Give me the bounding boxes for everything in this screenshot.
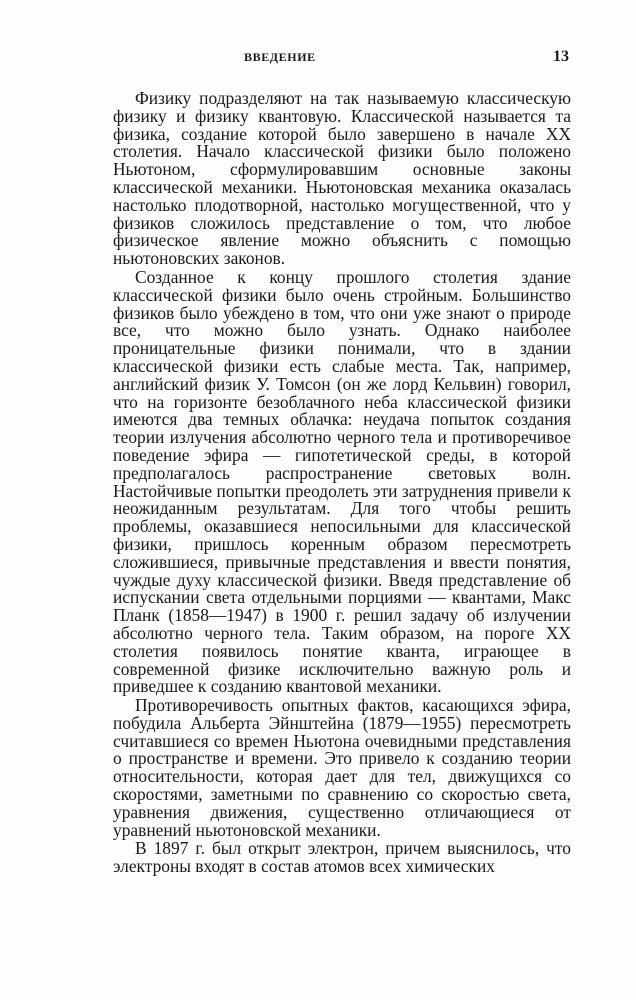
- body-text: [113, 90, 571, 876]
- page-number: 13: [553, 48, 569, 65]
- paragraph-4: В 1897 г. был открыт электрон, причем выяснилось, что электроны входят в состав атомов всех химических: [113, 838, 571, 877]
- paragraph-3: Противоречивость опытных фактов, касающихся эфира, побудила Альберта Эйнштейна (1879—1955) пересмотреть считавшиеся со времен Ньютона очевидными представления о пространстве и времени. Это привело к созданию теории относительности, которая дает для тел, движущихся со скоростями, заметными по сравнению со скоростью света, уравнения движения, существенно отличающиеся от уравнений ньютоновской механики.: [113, 695, 571, 840]
- running-title: ВВЕДЕНИЕ: [244, 50, 316, 64]
- paragraph-1: Физику подразделяют на так называемую классическую физику и физику квантовую. Классической называется та физика, создание которой было завершено в начале XX столетия. Начало классической физики было положено Ньютоном, сформулировавшим основные законы классической механики. Ньютоновская механика оказалась настолько плодотворной, настолько могущественной, что у физиков сложилось представление о том, что любое физическое явление можно объяснить с помощью ньютоновских законов.: [113, 88, 571, 269]
- paragraph-2: Созданное к концу прошлого столетия здание классической физики было очень стройным. Большинство физиков было убеждено в том, что они уже знают о природе все, что можно было узнать. Однако наиболее проницательные физики понимали, что в здании классической физики есть слабые места. Так, например, английский физик У. Томсон (он же лорд Кельвин) говорил, что на горизонте безоблачного неба классической физики имеются два темных облачка: неудача попыток создания теории излучения абсолютно черного тела и противоречивое поведение эфира — гипотетической среды, в которой предполагалось распространение световых волн. Настойчивые попытки преодолеть эти затруднения привели к неожиданным результатам. Для того чтобы решить проблемы, оказавшиеся непосильными для классической физики, пришлось коренным образом пересмотреть сложившиеся, привычные представления и ввести понятия, чуждые духу классической физики. Введя представление об испускании света отдельными порциями — квантами, Макс Планк (1858—1947) в 1900 г. решил задачу об излучении абсолютно черного тела. Таким образом, на пороге XX столетия появилось понятие кванта, играющее в современной физике исключительно важную роль и приведшее к созданию квантовой механики.: [113, 266, 571, 697]
